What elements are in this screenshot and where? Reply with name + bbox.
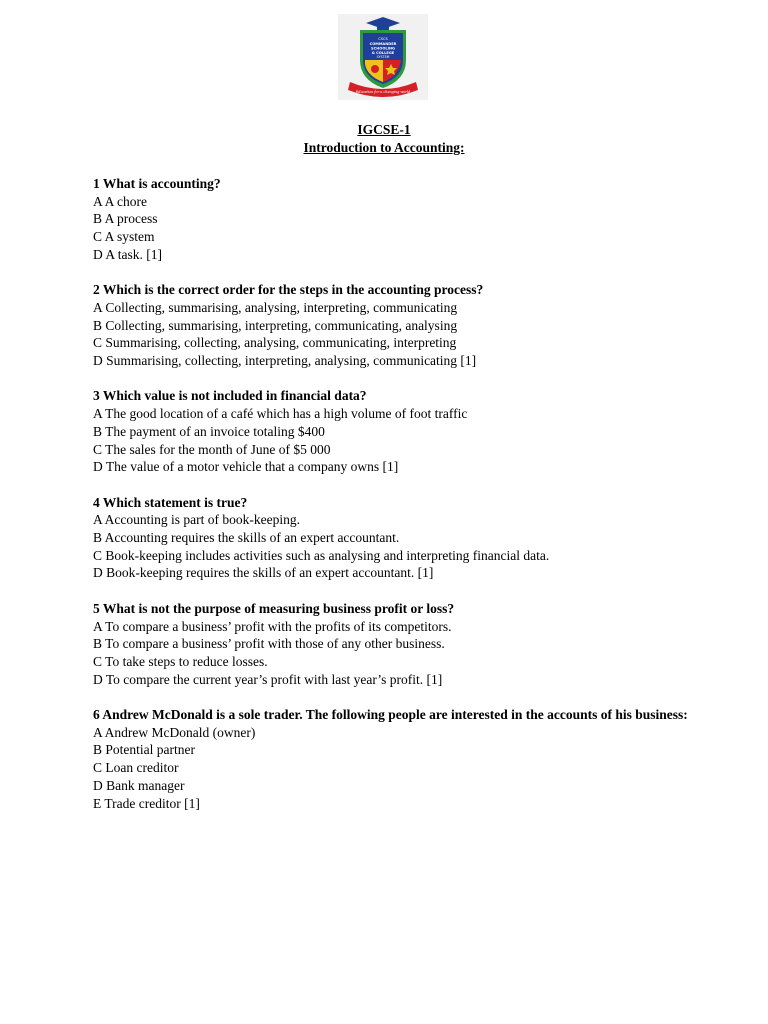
document-subtitle: Introduction to Accounting: bbox=[303, 139, 465, 155]
answer-option: B Potential partner bbox=[93, 742, 195, 758]
answer-option: C Book-keeping includes activities such as analysing and interpreting financial data. bbox=[93, 547, 550, 563]
answer-option: E Trade creditor [1] bbox=[93, 795, 200, 811]
answer-option: A The good location of a café which has a high volume of foot traffic bbox=[93, 406, 468, 422]
school-crest-image bbox=[338, 14, 428, 100]
question-stem: 1 What is accounting? bbox=[93, 176, 221, 191]
question-block bbox=[93, 600, 693, 689]
answer-option: B A process bbox=[93, 211, 158, 227]
emblem-left-icon bbox=[371, 65, 379, 73]
answer-option: D Summarising, collecting, interpreting, analysing, communicating [1] bbox=[93, 353, 477, 369]
logo-line-3: & COLLEGE bbox=[371, 51, 395, 55]
answer-option: D The value of a motor vehicle that a company owns [1] bbox=[93, 459, 399, 475]
answer-option: A A chore bbox=[93, 193, 147, 209]
answer-option: A Accounting is part of book-keeping. bbox=[93, 512, 300, 528]
answer-option: A Andrew McDonald (owner) bbox=[93, 724, 256, 740]
question-block bbox=[93, 175, 693, 264]
answer-option: D A task. [1] bbox=[93, 246, 162, 262]
answer-option: B Accounting requires the skills of an expert accountant. bbox=[93, 530, 400, 546]
question-stem: 5 What is not the purpose of measuring business profit or loss? bbox=[93, 600, 455, 616]
answer-option: C Summarising, collecting, analysing, communicating, interpreting bbox=[93, 335, 457, 351]
answer-option: C A system bbox=[93, 229, 155, 245]
school-logo bbox=[338, 14, 428, 100]
document-header bbox=[0, 121, 768, 156]
question-stem: 3 Which value is not included in financial data? bbox=[93, 388, 367, 404]
answer-option: A Collecting, summarising, analysing, interpreting, communicating bbox=[93, 299, 458, 315]
answer-option: D Bank manager bbox=[93, 777, 185, 793]
question-stem: 2 Which is the correct order for the steps in the accounting process? bbox=[93, 282, 484, 298]
answer-option: A To compare a business’ profit with the profits of its competitors. bbox=[93, 618, 452, 634]
logo-line-1: COMMANDER bbox=[369, 42, 397, 46]
question-list bbox=[93, 175, 693, 830]
question-block bbox=[93, 387, 693, 476]
question-block bbox=[93, 494, 693, 583]
question-stem: 6 Andrew McDonald is a sole trader. The following people are interested in the accounts of his business: bbox=[93, 707, 688, 723]
logo-line-2: SCHOOLING bbox=[371, 46, 395, 51]
document-title: IGCSE-1 bbox=[357, 122, 411, 137]
logo-top-text: CSCS bbox=[378, 37, 388, 41]
answer-option: C The sales for the month of June of $5 000 bbox=[93, 441, 331, 457]
answer-option: D To compare the current year’s profit with last year’s profit. [1] bbox=[93, 671, 443, 687]
logo-line-4: SYSTEM bbox=[376, 55, 390, 59]
question-block bbox=[93, 706, 693, 812]
answer-option: B The payment of an invoice totaling $400 bbox=[93, 423, 325, 439]
answer-option: B To compare a business’ profit with those of any other business. bbox=[93, 636, 445, 652]
answer-option: D Book-keeping requires the skills of an expert accountant. [1] bbox=[93, 565, 434, 581]
question-block bbox=[93, 281, 693, 370]
answer-option: B Collecting, summarising, interpreting, communicating, analysing bbox=[93, 317, 458, 333]
answer-option: C Loan creditor bbox=[93, 760, 179, 776]
logo-ribbon-text: Education for a changing world bbox=[355, 90, 411, 94]
answer-option: C To take steps to reduce losses. bbox=[93, 653, 268, 669]
question-stem: 4 Which statement is true? bbox=[93, 494, 248, 510]
